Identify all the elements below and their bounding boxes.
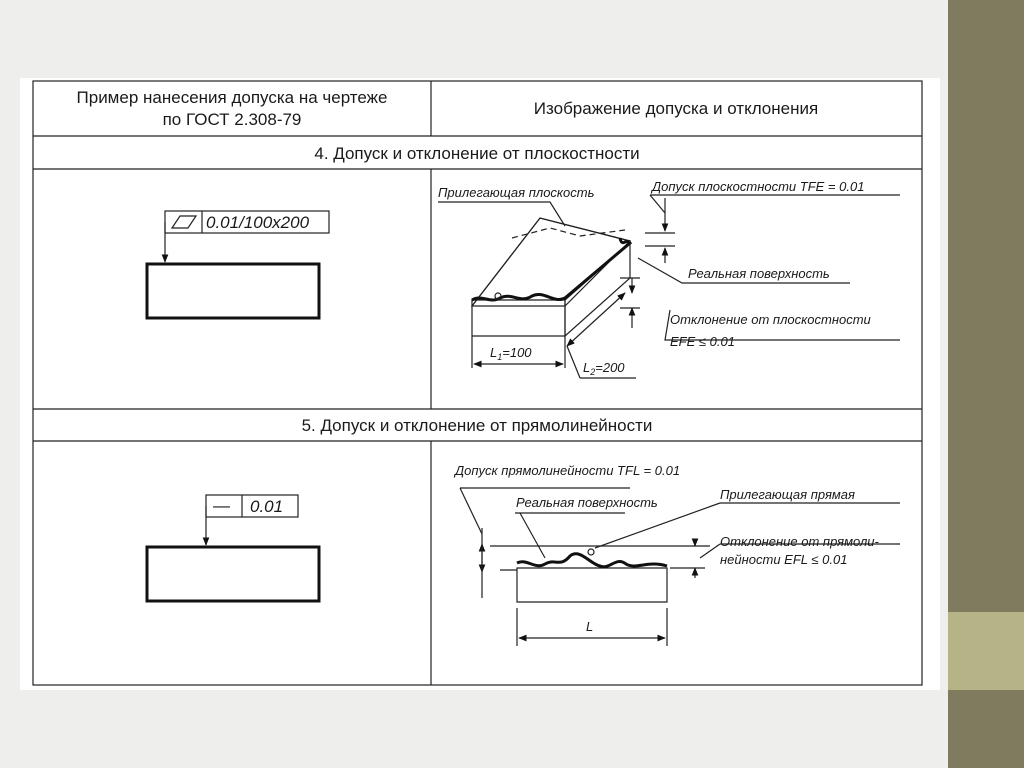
tolerance-table-drawing [20,78,940,690]
flatness-callout [165,211,329,262]
dim-l1: $L_1=100$ [490,345,532,362]
section4-title: 4. Допуск и отклонение от плоскостности [314,144,640,163]
straightness-symbol-icon: — [213,496,230,515]
straightness-frame-value: 0.01 [250,497,284,516]
label-flatness-tolerance: Допуск плоскостности TFE = 0.01 [652,179,865,194]
flatness-frame-value: 0.01/100x200 [206,213,310,232]
label-straightness-deviation-line1: Отклонение от прямоли- [720,534,879,549]
header-left-line2: по ГОСТ 2.308-79 [162,110,302,129]
tolerance-table-sheet [20,78,940,690]
table-grid [33,81,922,685]
section5-title: 5. Допуск и отклонение от прямолинейности [301,416,653,435]
flatness-part-rectangle [147,264,319,318]
header-left-line1: Пример нанесения допуска на чертеже [76,88,388,107]
label-real-surface-5: Реальная поверхность [516,495,658,510]
label-adjacent-line: Прилегающая прямая [720,487,855,502]
label-straightness-deviation-line2: нейности EFL ≤ 0.01 [720,552,848,567]
dim-l2: $L_2=200$ [583,360,625,377]
straightness-illustration [460,488,900,646]
straightness-callout [206,495,298,545]
label-real-surface-4: Реальная поверхность [688,266,830,281]
label-flatness-deviation-line1: Отклонение от плоскостности [670,312,871,327]
flatness-symbol-icon [172,216,196,228]
dim-l: L [586,619,594,634]
slide-sidebar-accent [948,612,1024,690]
label-adjacent-plane: Прилегающая плоскость [438,185,595,200]
label-flatness-deviation-line2: EFE ≤ 0.01 [670,334,735,349]
label-straightness-tolerance: Допуск прямолинейности TFL = 0.01 [455,463,681,478]
header-right: Изображение допуска и отклонения [533,99,819,118]
straightness-part-rectangle [147,547,319,601]
